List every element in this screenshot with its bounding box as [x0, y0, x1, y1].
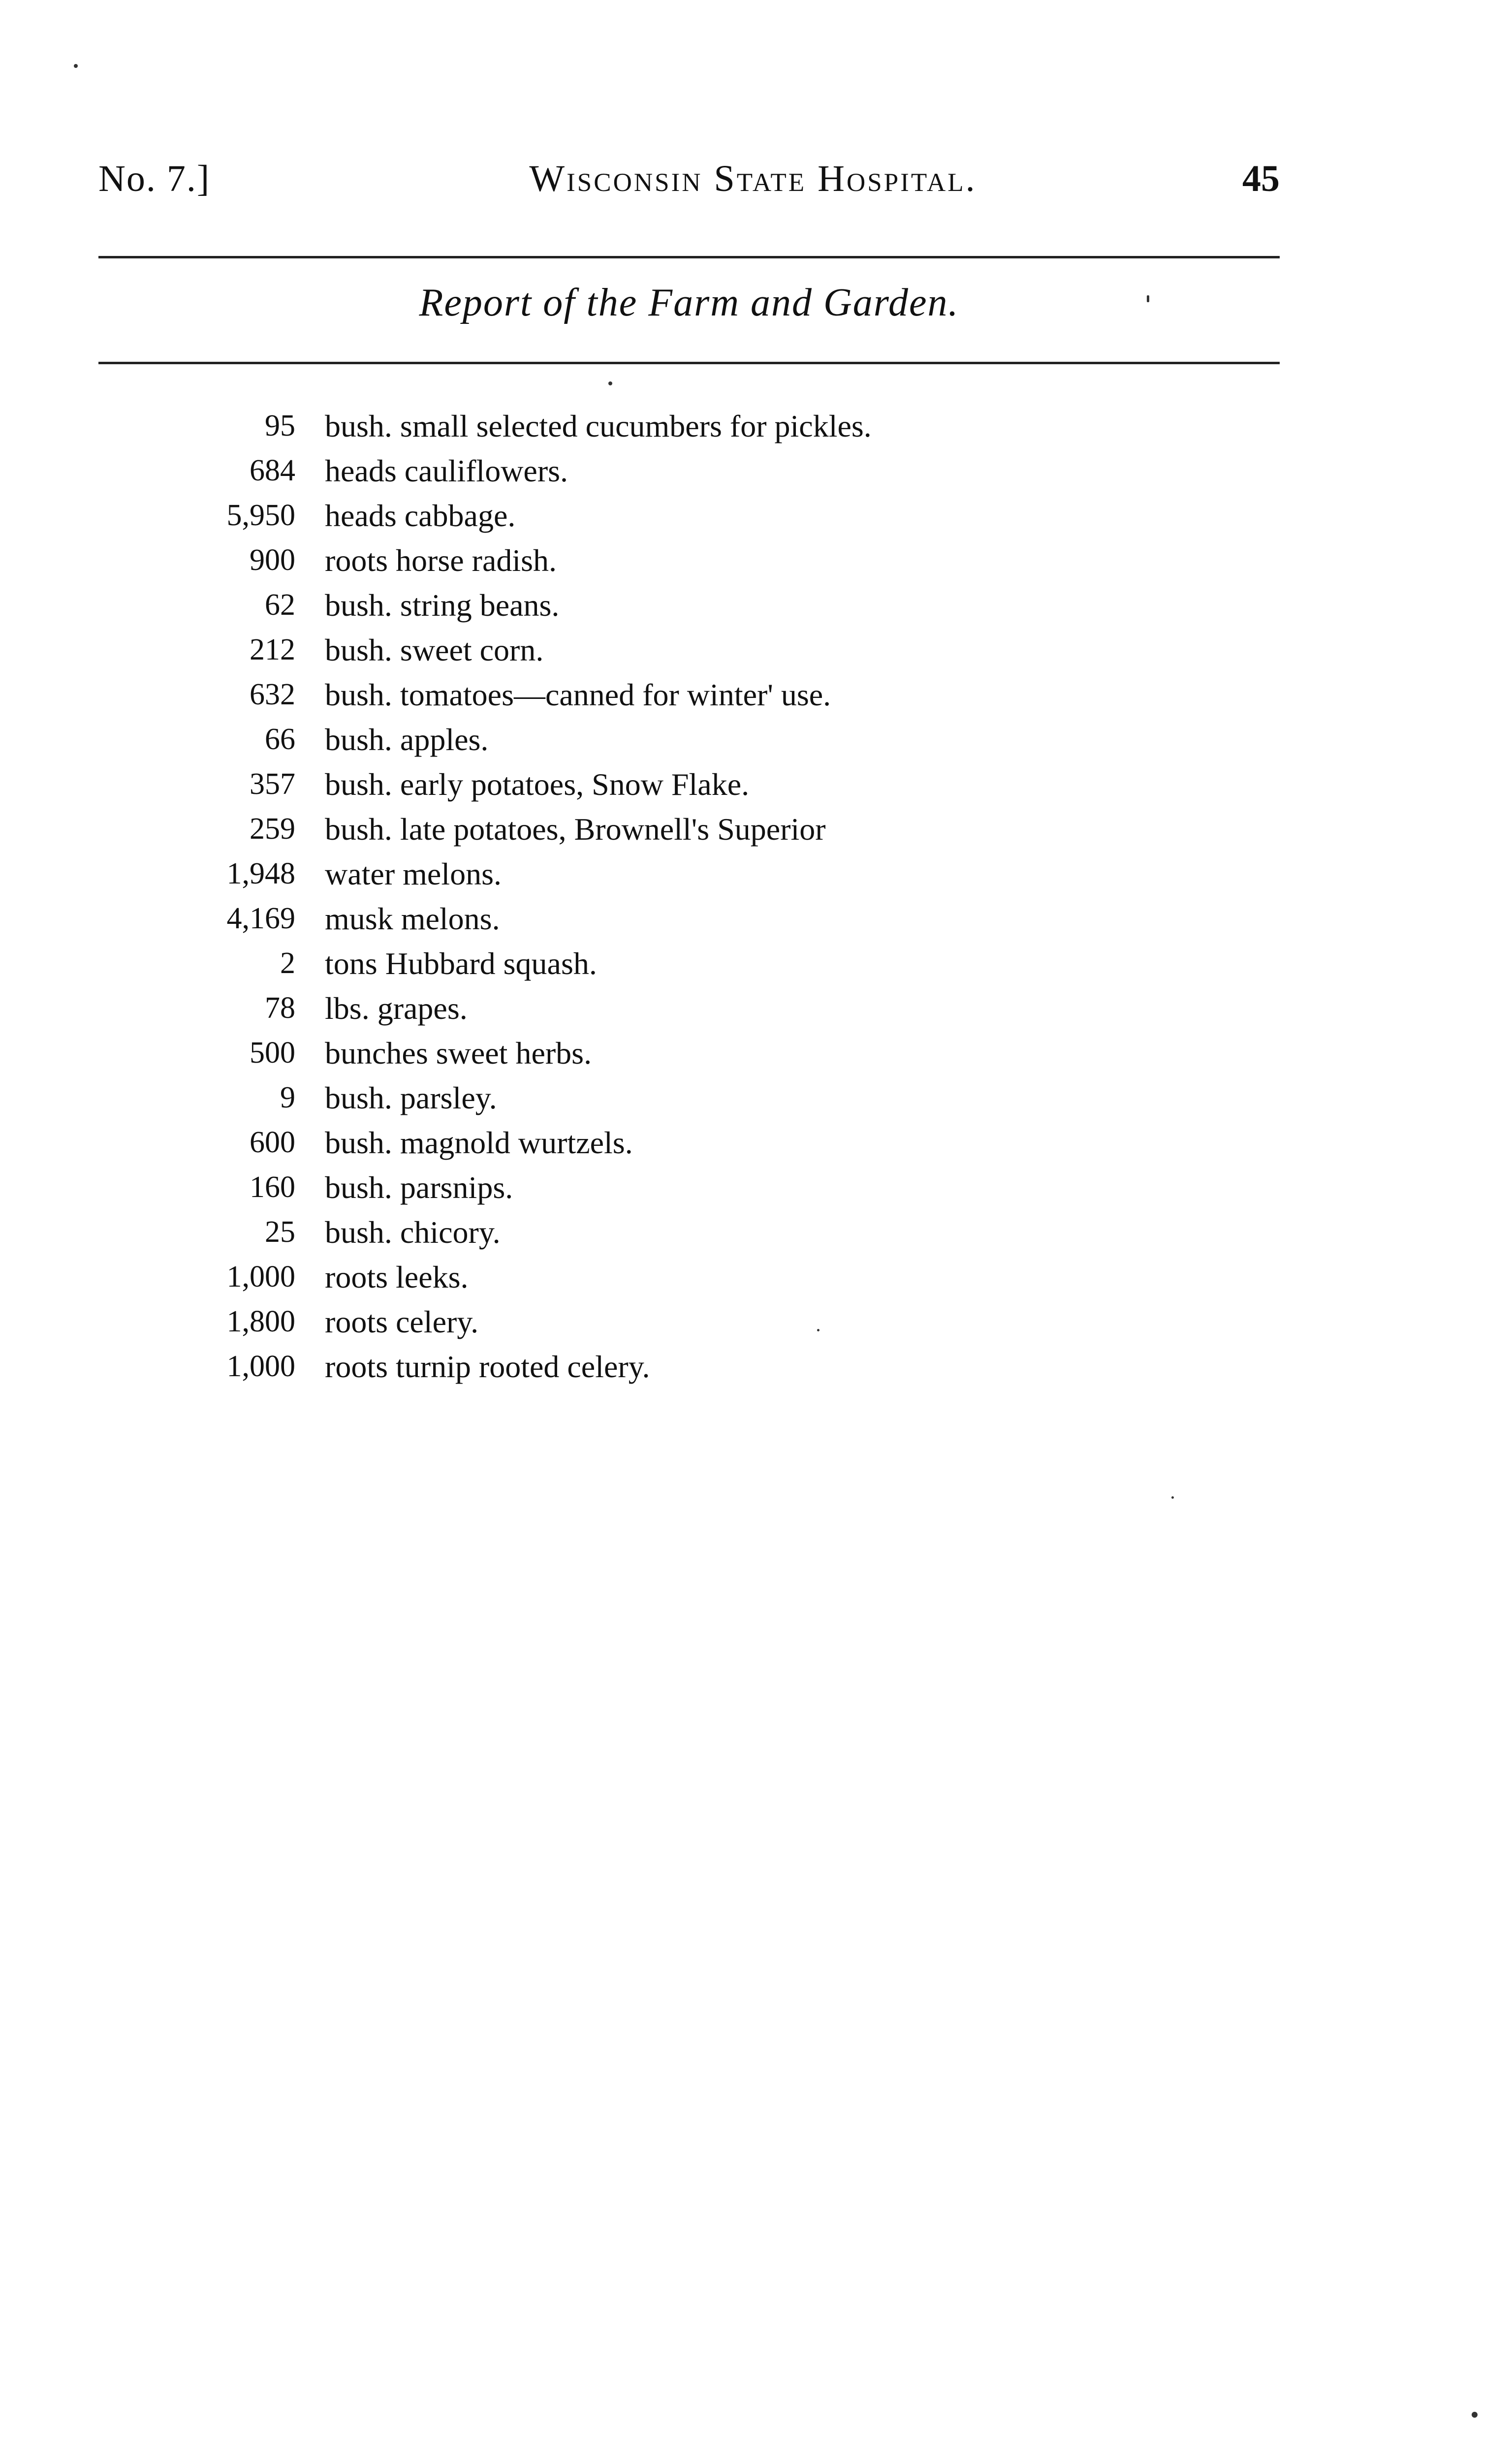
item-quantity: 95	[265, 409, 295, 442]
item-description: bush. parsley.	[325, 1080, 497, 1115]
list-item	[0, 672, 1512, 717]
list-item	[0, 941, 1512, 986]
running-title: Wisconsin State Hospital.	[529, 158, 977, 199]
item-description: tons Hubbard squash.	[325, 946, 597, 981]
item-description: roots celery.	[325, 1304, 479, 1339]
item-quantity: 1,800	[226, 1305, 295, 1338]
list-item	[0, 852, 1512, 896]
scan-speck	[1472, 2412, 1478, 2418]
item-description: bush. parsnips.	[325, 1170, 513, 1205]
item-quantity: 500	[250, 1036, 295, 1070]
list-item	[0, 986, 1512, 1031]
item-quantity: 25	[265, 1215, 295, 1249]
item-quantity: 632	[250, 678, 295, 711]
item-description: bush. tomatoes—canned for winter' use.	[325, 677, 831, 712]
item-quantity: 160	[250, 1170, 295, 1204]
list-item	[0, 1120, 1512, 1165]
document-number: No. 7.]	[98, 158, 211, 199]
list-item	[0, 628, 1512, 672]
item-description: bunches sweet herbs.	[325, 1036, 592, 1071]
item-description: heads cauliflowers.	[325, 453, 568, 488]
item-quantity: 2	[280, 947, 295, 980]
item-description: bush. string beans.	[325, 588, 560, 623]
item-description: bush. early potatoes, Snow Flake.	[325, 767, 750, 802]
list-item	[0, 404, 1512, 448]
item-quantity: 1,000	[226, 1350, 295, 1383]
item-quantity: 4,169	[226, 902, 295, 935]
item-quantity: 259	[250, 812, 295, 846]
item-description: roots turnip rooted celery.	[325, 1349, 650, 1384]
list-item	[0, 583, 1512, 628]
item-quantity: 212	[250, 633, 295, 666]
list-item	[0, 807, 1512, 852]
list-item	[0, 1075, 1512, 1120]
item-quantity: 357	[250, 767, 295, 801]
scan-speck	[74, 64, 78, 68]
list-item	[0, 717, 1512, 762]
item-quantity: 600	[250, 1126, 295, 1159]
page-number: 45	[1242, 158, 1280, 199]
item-description: heads cabbage.	[325, 498, 516, 533]
item-quantity: 9	[280, 1081, 295, 1114]
list-item	[0, 1255, 1512, 1299]
item-quantity: 62	[265, 588, 295, 622]
list-item	[0, 762, 1512, 807]
list-item	[0, 1210, 1512, 1255]
item-quantity: 684	[250, 454, 295, 487]
header-rule-bottom	[98, 362, 1280, 364]
list-item	[0, 538, 1512, 583]
item-quantity: 78	[265, 991, 295, 1025]
item-quantity: 66	[265, 723, 295, 756]
scan-speck	[1171, 1496, 1174, 1499]
item-description: roots horse radish.	[325, 543, 557, 578]
item-quantity: 900	[250, 543, 295, 577]
list-item	[0, 1165, 1512, 1210]
item-description: water melons.	[325, 856, 502, 891]
item-quantity: 1,948	[226, 857, 295, 890]
running-header	[98, 158, 1280, 212]
item-description: bush. apples.	[325, 722, 489, 757]
list-item	[0, 1031, 1512, 1075]
produce-list	[0, 404, 1512, 1389]
item-quantity: 5,950	[226, 499, 295, 532]
item-description: bush. late potatoes, Brownell's Superior	[325, 812, 826, 847]
item-description: bush. sweet corn.	[325, 632, 544, 667]
list-item	[0, 448, 1512, 493]
scan-speck	[817, 1329, 819, 1331]
list-item	[0, 1299, 1512, 1344]
section-title: Report of the Farm and Garden.	[419, 281, 959, 324]
item-description: bush. small selected cucumbers for pickles.	[325, 409, 872, 443]
header-rule-top	[98, 256, 1280, 258]
item-description: musk melons.	[325, 901, 500, 936]
scan-speck	[608, 381, 612, 385]
list-item	[0, 493, 1512, 538]
list-item	[0, 896, 1512, 941]
list-item	[0, 1344, 1512, 1389]
item-description: lbs. grapes.	[325, 991, 468, 1026]
item-description: bush. chicory.	[325, 1215, 501, 1250]
item-description: roots leeks.	[325, 1260, 469, 1294]
scan-speck	[1147, 295, 1149, 302]
item-quantity: 1,000	[226, 1260, 295, 1294]
item-description: bush. magnold wurtzels.	[325, 1125, 633, 1160]
